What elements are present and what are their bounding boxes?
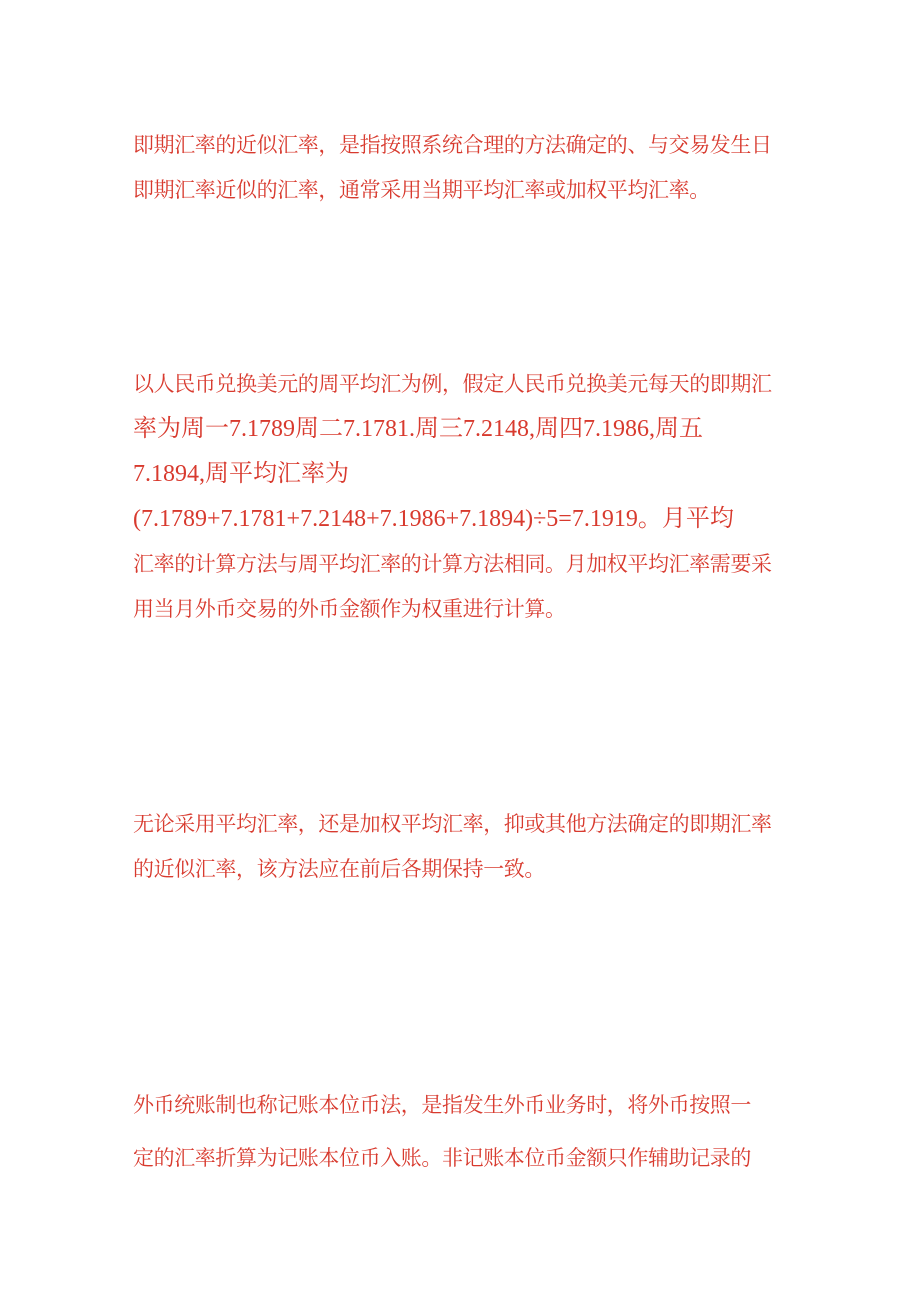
text-line: 外币统账制也称记账本位币法，是指发生外币业务时，将外币按照一	[133, 1093, 751, 1117]
text-line: 即期汇率近似的汇率，通常采用当期平均汇率或加权平均汇率。	[133, 178, 710, 202]
text-line: 即期汇率的近似汇率，是指按照系统合理的方法确定的、与交易发生日	[133, 133, 772, 157]
text-line: 定的汇率折算为记账本位币入账。非记账本位币金额只作辅助记录的	[133, 1146, 751, 1170]
paragraph-unified-currency-method	[133, 1079, 803, 1185]
text-line-weekly-average: 7.1894,周平均汇率为	[133, 461, 349, 487]
text-line: 用当月外币交易的外币金额作为权重进行计算。	[133, 597, 566, 621]
text-line-formula: (7.1789+7.1781+7.2148+7.1986+7.1894)÷5=7.1919。月平均	[133, 506, 734, 532]
text-line: 汇率的计算方法与周平均汇率的计算方法相同。月加权平均汇率需要采	[133, 552, 772, 576]
paragraph-approximate-spot-rate	[133, 123, 803, 213]
text-line-daily-rates: 率为周一7.1789周二7.1781.周三7.2148,周四7.1986,周五	[133, 416, 703, 442]
paragraph-consistency	[133, 802, 803, 892]
text-line: 无论采用平均汇率，还是加权平均汇率，抑或其他方法确定的即期汇率	[133, 812, 772, 836]
paragraph-weekly-average-example	[133, 362, 803, 632]
text-line: 以人民币兑换美元的周平均汇为例，假定人民币兑换美元每天的即期汇	[133, 372, 772, 396]
text-line: 的近似汇率，该方法应在前后各期保持一致。	[133, 857, 545, 881]
